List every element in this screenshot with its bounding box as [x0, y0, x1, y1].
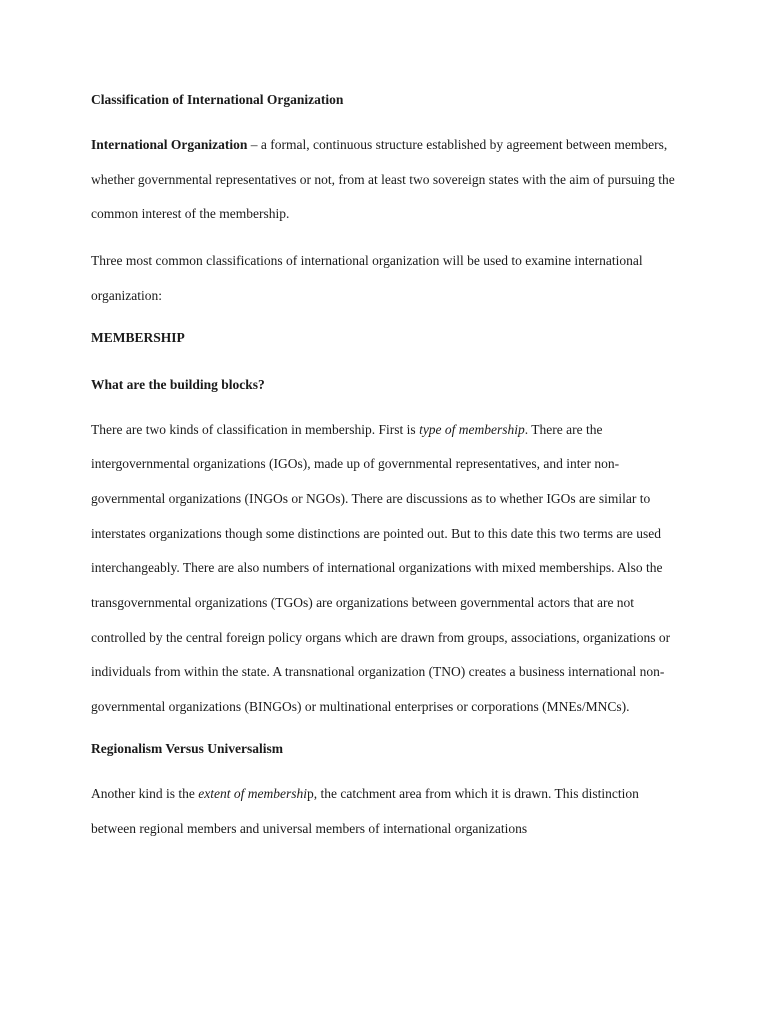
regionalism-italic: extent of membershi: [198, 785, 307, 801]
definition-text: – a formal, continuous structure established by agreement between members, whether governmental representatives or not, from at least two sovereign states with the aim of pursuing the common interest of the membership.: [91, 137, 675, 222]
membership-italic: type of membership: [419, 421, 525, 437]
regionalism-text-1: Another kind is the: [91, 785, 199, 801]
definition-term: International Organization: [91, 137, 248, 152]
document-title: Classification of International Organization: [91, 92, 344, 107]
subheading-building-blocks: What are the building blocks?: [91, 376, 265, 392]
subheading-regionalism: Regionalism Versus Universalism: [91, 740, 284, 756]
intro-paragraph: Three most common classifications of international organization will be used to examine international organization:: [91, 253, 643, 303]
membership-paragraph: [91, 413, 681, 725]
definition-paragraph: [91, 128, 681, 232]
membership-text-1: There are two kinds of classification in membership. First is: [91, 421, 420, 437]
regionalism-paragraph: [91, 777, 681, 846]
document-page: [91, 88, 681, 858]
regionalism-text-2: p, the catchment area from which it is drawn. This distinction between regional members and universal members of international organizations: [91, 785, 639, 836]
section-heading-membership: MEMBERSHIP: [91, 329, 185, 345]
membership-text-2: . There are the intergovernmental organizations (IGOs), made up of governmental representatives, and inter non-governmental organizations (INGOs or NGOs). There are discussions as to whether IGOs are similar to interstates organizations though some distinctions are pointed out. But to this date this two terms are used interchangeably. There are also numbers of international organizations with mixed memberships. Also the transgovernmental organizations (TGOs) are organizations between governmental actors that are not controlled by the central foreign policy organs which are drawn from groups, associations, organizations or individuals from within the state. A transnational organization (TNO) creates a business international non-governmental organizations (BINGOs) or multinational enterprises or corporations (MNEs/MNCs).: [91, 421, 671, 715]
